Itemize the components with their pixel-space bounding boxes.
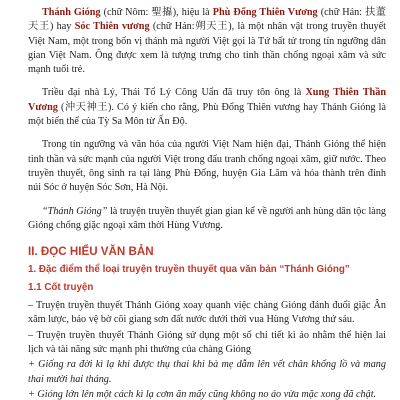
- story-title: “Thánh Gióng”: [42, 205, 108, 217]
- name-soc-thien-vuong: Sóc Thiên vương: [74, 21, 150, 33]
- bullet-item: – Truyện truyền thuyết Thánh Gióng sử dụng một số chi tiết kì ảo nhằm thể hiện lai lịch và tài năng sức mạnh phi thường của chàng Gióng: [28, 329, 386, 356]
- name-thanh-giong: Thánh Gióng: [42, 7, 101, 18]
- paragraph-text: (chữ Hán: 扶董天王) hay: [28, 7, 386, 33]
- bullet-item: + Giống ra đời kì lạ khi được thụ thai khi bà mẹ dẫm lên vết chân khổng lồ và mang thai mười hai tháng.: [28, 359, 386, 385]
- paragraph-intro: [28, 6, 386, 77]
- subsection-heading: 1. Đặc điểm thể loại truyện truyền thuyết qua văn bản “Thánh Gióng”: [28, 264, 350, 276]
- paragraph-text: (chữ Hán:朔天王), là một nhân vật trong truyền thuyết Việt Nam, một trong bốn vị thánh mà người Việt gọi là Tứ bất tử trong tín ngưỡng dân gian Việt Nam. Ông được xem là tượng trưng cho tinh thần chống ngoại xâm và sức mạnh tuổi trẻ.: [28, 21, 386, 76]
- paragraph-text: là truyện truyền thuyết gian gian kể về người anh hùng dân tộc làng Gióng chống giặc ngoại xâm thời Hùng Vương.: [28, 205, 387, 231]
- paragraph-text: (chữ Nôm: 聖㩡), hiệu là: [100, 7, 213, 18]
- paragraph-text: Triều đại nhà Lý, Thái Tổ Lý Công Uẩn đã truy tôn ông là: [42, 87, 306, 99]
- bullet-item: + Gióng lớn lên một cách kì lạ cơm ăn mấy cũng không no áo vừa mặc xong đã chật.: [28, 388, 377, 400]
- section-heading: II. ĐỌC HIỂU VĂN BẢN: [28, 245, 154, 259]
- paragraph-modern-belief: Trong tín ngưỡng và văn hóa của người Việt Nam hiện đại, Thánh Gióng thể hiện tinh thần và sức mạnh của người Việt trong đấu tranh chống ngoại xâm, giữ nước. Theo truyền thuyết, ông sinh ra tại làng Phù Đổng, huyện Gia Lâm và hóa thành trên đỉnh núi Sóc ở huyện Sóc Sơn, Hà Nội.: [28, 139, 386, 194]
- paragraph-summary: [28, 205, 386, 234]
- subsubsection-heading: 1.1 Cốt truyện: [28, 282, 94, 294]
- bullet-item: – Truyện truyền thuyết Thánh Gióng xoay quanh việc chàng Gióng đánh đuổi giặc Ân xâm lược, bảo vệ bờ cõi giang sơn đất nước dưới thời vua Hùng Vương thứ sáu.: [28, 300, 386, 326]
- name-phu-dong-thien-vuong: Phù Đổng Thiên Vương: [212, 7, 318, 18]
- paragraph-ly-dynasty: [28, 86, 386, 129]
- paragraph-text: (沖天神王). Có ý kiến cho rằng, Phù Đổng Thiên vương hay Thánh Gióng là một biến thể của Tỳ Sa Môn từ Ấn Độ.: [28, 101, 386, 128]
- name-xung-thien-than-vuong: Xung Thiên Thần Vương: [28, 87, 386, 113]
